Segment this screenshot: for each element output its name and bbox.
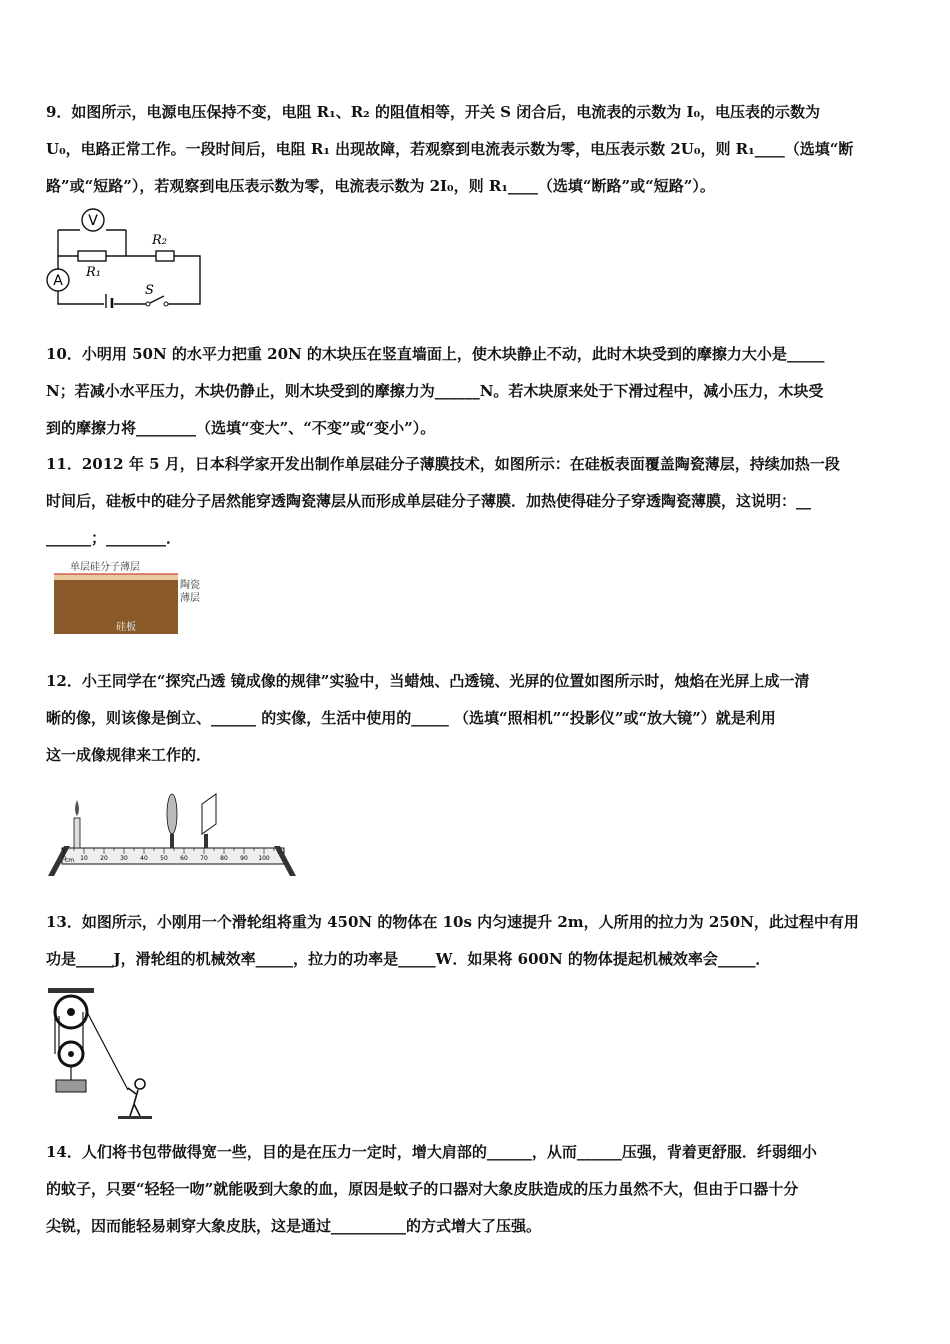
tick-label-40: 40 (140, 855, 148, 862)
switch-contact-left (146, 302, 150, 306)
tick-label-10: 10 (80, 855, 88, 862)
question-13 (46, 904, 908, 978)
tick-label-50: 50 (160, 855, 168, 862)
question-12 (46, 663, 908, 774)
question-14 (46, 1134, 908, 1245)
switch-label: S (145, 283, 154, 298)
question-11-line-1: 11．2012 年 5 月，日本科学家开发出制作单层硅分子薄膜技术，如图所示：在硅板表面覆盖陶瓷薄层，持续加热一段 (46, 455, 840, 473)
ruler-unit: cm (65, 857, 75, 864)
r1-label: R₁ (86, 265, 101, 280)
question-10 (46, 336, 908, 447)
person-icon (128, 1079, 145, 1116)
tick-label-30: 30 (120, 855, 128, 862)
question-12-line-2: 晰的像，则该像是倒立、______ 的实像，生活中使用的_____ （选填“照相机”“投影仪”或“放大镜”）就是利用 (46, 709, 776, 727)
resistor-r1 (78, 251, 106, 261)
voltmeter-label: V (88, 213, 98, 229)
question-10-line-1: 10．小明用 50N 的水平力把重 20N 的木块压在竖直墙面上，使木块静止不动，此时木块受到的摩擦力大小是_____ (46, 345, 825, 363)
tick-label-0: 0 (62, 855, 66, 862)
switch-contact-right (164, 302, 168, 306)
tick-label-70: 70 (200, 855, 208, 862)
screen-icon (202, 794, 216, 848)
question-9-line-1: 9．如图所示，电源电压保持不变，电阻 R₁、R₂ 的阻值相等，开关 S 闭合后，电流表的示数为 I₀，电压表的示数为 (46, 103, 821, 121)
film-label: 单层硅分子薄层 (70, 562, 140, 573)
question-12-line-1: 12．小王同学在“探究凸透 镜成像的规律”实验中，当蜡烛、凸透镜、光屏的位置如图所示时，烛焰在光屏上成一清 (46, 672, 810, 690)
convex-lens-icon (167, 794, 177, 848)
ammeter-label: A (53, 273, 63, 289)
question-9-line-2: U₀，电路正常工作。一段时间后，电阻 R₁ 出现故障，若观察到电流表示数为零，电压表示数 2U₀，则 R₁____（选填“断 (46, 140, 854, 158)
question-10-line-3: 到的摩擦力将________（选填“变大”、“不变”或“变小”）。 (46, 419, 436, 437)
optical-bench-diagram (44, 790, 300, 880)
ceramic-label-2: 薄层 (180, 593, 200, 604)
board-label: 硅板 (116, 622, 136, 633)
fixed-pulley-icon (55, 996, 87, 1028)
ground (118, 1116, 152, 1119)
ceiling-bar (48, 988, 94, 993)
load-block (56, 1080, 86, 1092)
candle-icon (74, 800, 80, 848)
tick-label-20: 20 (100, 855, 108, 862)
question-11-line-2: 时间后，硅板中的硅分子居然能穿透陶瓷薄层从而形成单层硅分子薄膜．加热使得硅分子穿透陶瓷薄膜，这说明：__ (46, 492, 812, 510)
pulley-ropes (55, 1012, 128, 1090)
question-11-line-3: ______；________． (46, 529, 182, 547)
ceramic-label-1: 陶瓷 (180, 580, 200, 591)
movable-pulley-icon (59, 1042, 83, 1066)
pulley-diagram (44, 986, 156, 1120)
question-14-line-1: 14．人们将书包带做得宽一些，目的是在压力一定时，增大肩部的______，从而______压强，背着更舒服．纤弱细小 (46, 1143, 817, 1161)
resistor-r2 (156, 251, 174, 261)
tick-label-60: 60 (180, 855, 188, 862)
battery-icon (106, 294, 112, 308)
ceramic-layer (54, 574, 178, 580)
question-11 (46, 446, 908, 557)
circuit-diagram (44, 206, 206, 308)
tick-label-100: 100 (258, 855, 270, 862)
silicon-film-diagram (50, 558, 210, 640)
tick-label-80: 80 (220, 855, 228, 862)
question-13-line-2: 功是_____J，滑轮组的机械效率_____，拉力的功率是_____W．如果将 600N 的物体提起机械效率会_____． (46, 950, 771, 968)
question-9-line-3: 路”或“短路”），若观察到电压表示数为零，电流表示数为 2I₀，则 R₁____（选填“断路”或“短路”）。 (46, 177, 715, 195)
question-14-line-3: 尖锐，因而能轻易刺穿大象皮肤，这是通过__________的方式增大了压强。 (46, 1217, 542, 1235)
r2-label: R₂ (152, 233, 167, 248)
question-13-line-1: 13．如图所示，小刚用一个滑轮组将重为 450N 的物体在 10s 内匀速提升 2m，人所用的拉力为 250N，此过程中有用 (46, 913, 859, 931)
tick-label-90: 90 (240, 855, 248, 862)
question-9 (46, 94, 908, 205)
bench-rail (62, 848, 284, 864)
question-14-line-2: 的蚊子，只要“轻轻一吻”就能吸到大象的血，原因是蚊子的口器对大象皮肤造成的压力虽然不大，但由于口器十分 (46, 1180, 799, 1198)
question-12-line-3: 这一成像规律来工作的． (46, 746, 212, 764)
question-10-line-2: N；若减小水平压力，木块仍静止，则木块受到的摩擦力为______N。若木块原来处于下滑过程中，减小压力，木块受 (46, 382, 824, 400)
